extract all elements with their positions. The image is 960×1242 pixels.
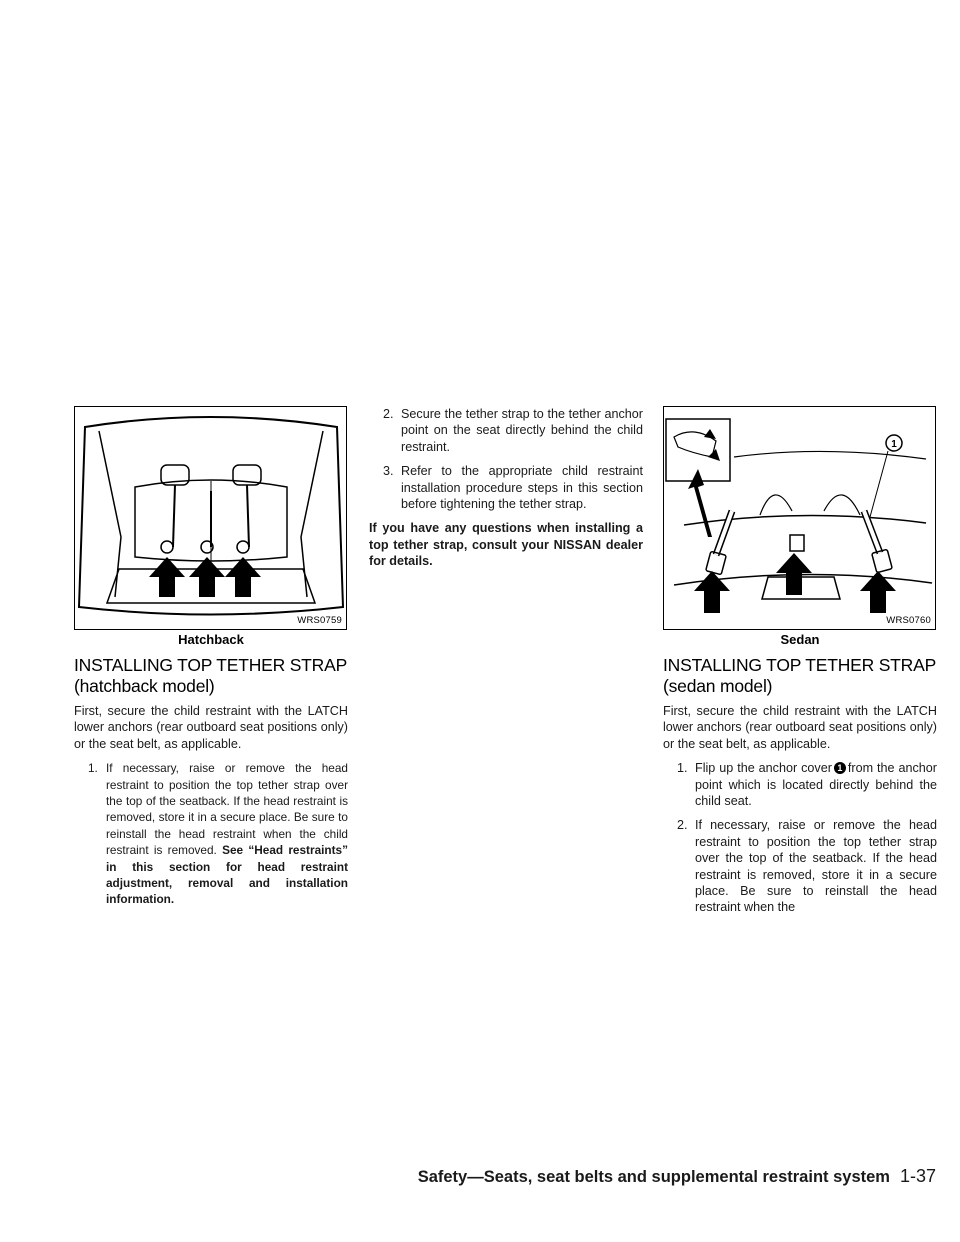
section-heading-hatchback: INSTALLING TOP TETHER STRAP (hatchback model) [74, 655, 348, 696]
sedan-illustration [664, 407, 935, 629]
column-left [74, 406, 348, 916]
hatchback-illustration [75, 407, 346, 629]
figure-code: WRS0759 [297, 615, 342, 626]
page-number: 1-37 [899, 1166, 936, 1186]
intro-paragraph: First, secure the child restraint with the LATCH lower anchors (rear outboard seat positions only) or the seat belt, as applicable. [74, 704, 348, 751]
list-item: 1. If necessary, raise or remove the head restraint to position the top tether strap over the top of the seatback. If the head restraint is removed, store it in a secure place. Be sure to reinstall the head restraint when the child restraint is removed. See “Head restraints” in this section for head restraint adjustment, removal and installation information. [88, 761, 348, 907]
cross-reference: See “Head restraints” in this section for head restraint adjustment, removal and installation information. [106, 843, 348, 907]
list-item: 2. If necessary, raise or remove the head restraint to position the top tether strap over the top of the seatback. If the head restraint is removed, store it in a secure place. Be sure to reinstall the head restraint when the [677, 818, 937, 915]
footer-section-title: Safety—Seats, seat belts and supplemental restraint system [417, 1168, 890, 1186]
steps-list [663, 760, 937, 916]
callout-number: 1 [891, 439, 897, 450]
column-middle [369, 406, 643, 578]
list-item: 1. Flip up the anchor cover 1 from the anchor point which is located directly behind the child seat. [677, 761, 938, 809]
dealer-note: If you have any questions when installing a top tether strap, consult your NISSAN dealer for details. [369, 521, 643, 569]
list-item: 3. Refer to the appropriate child restraint installation procedure steps in this section before tightening the tether strap. [383, 464, 643, 512]
figure-caption: Sedan [780, 632, 820, 647]
callout-marker: 1 [834, 762, 846, 774]
column-right [663, 406, 937, 924]
section-heading-sedan: INSTALLING TOP TETHER STRAP (sedan model) [663, 655, 937, 696]
page-footer [418, 1166, 936, 1187]
sedan-figure [663, 406, 936, 630]
list-item: 2. Secure the tether strap to the tether anchor point on the seat directly behind the child restraint. [383, 407, 643, 454]
figure-code: WRS0760 [886, 615, 931, 626]
hatchback-figure [74, 406, 347, 630]
steps-list [74, 760, 348, 908]
steps-list [369, 406, 643, 512]
intro-paragraph: First, secure the child restraint with the LATCH lower anchors (rear outboard seat positions only) or the seat belt, as applicable. [663, 704, 937, 751]
figure-caption: Hatchback [178, 632, 244, 647]
